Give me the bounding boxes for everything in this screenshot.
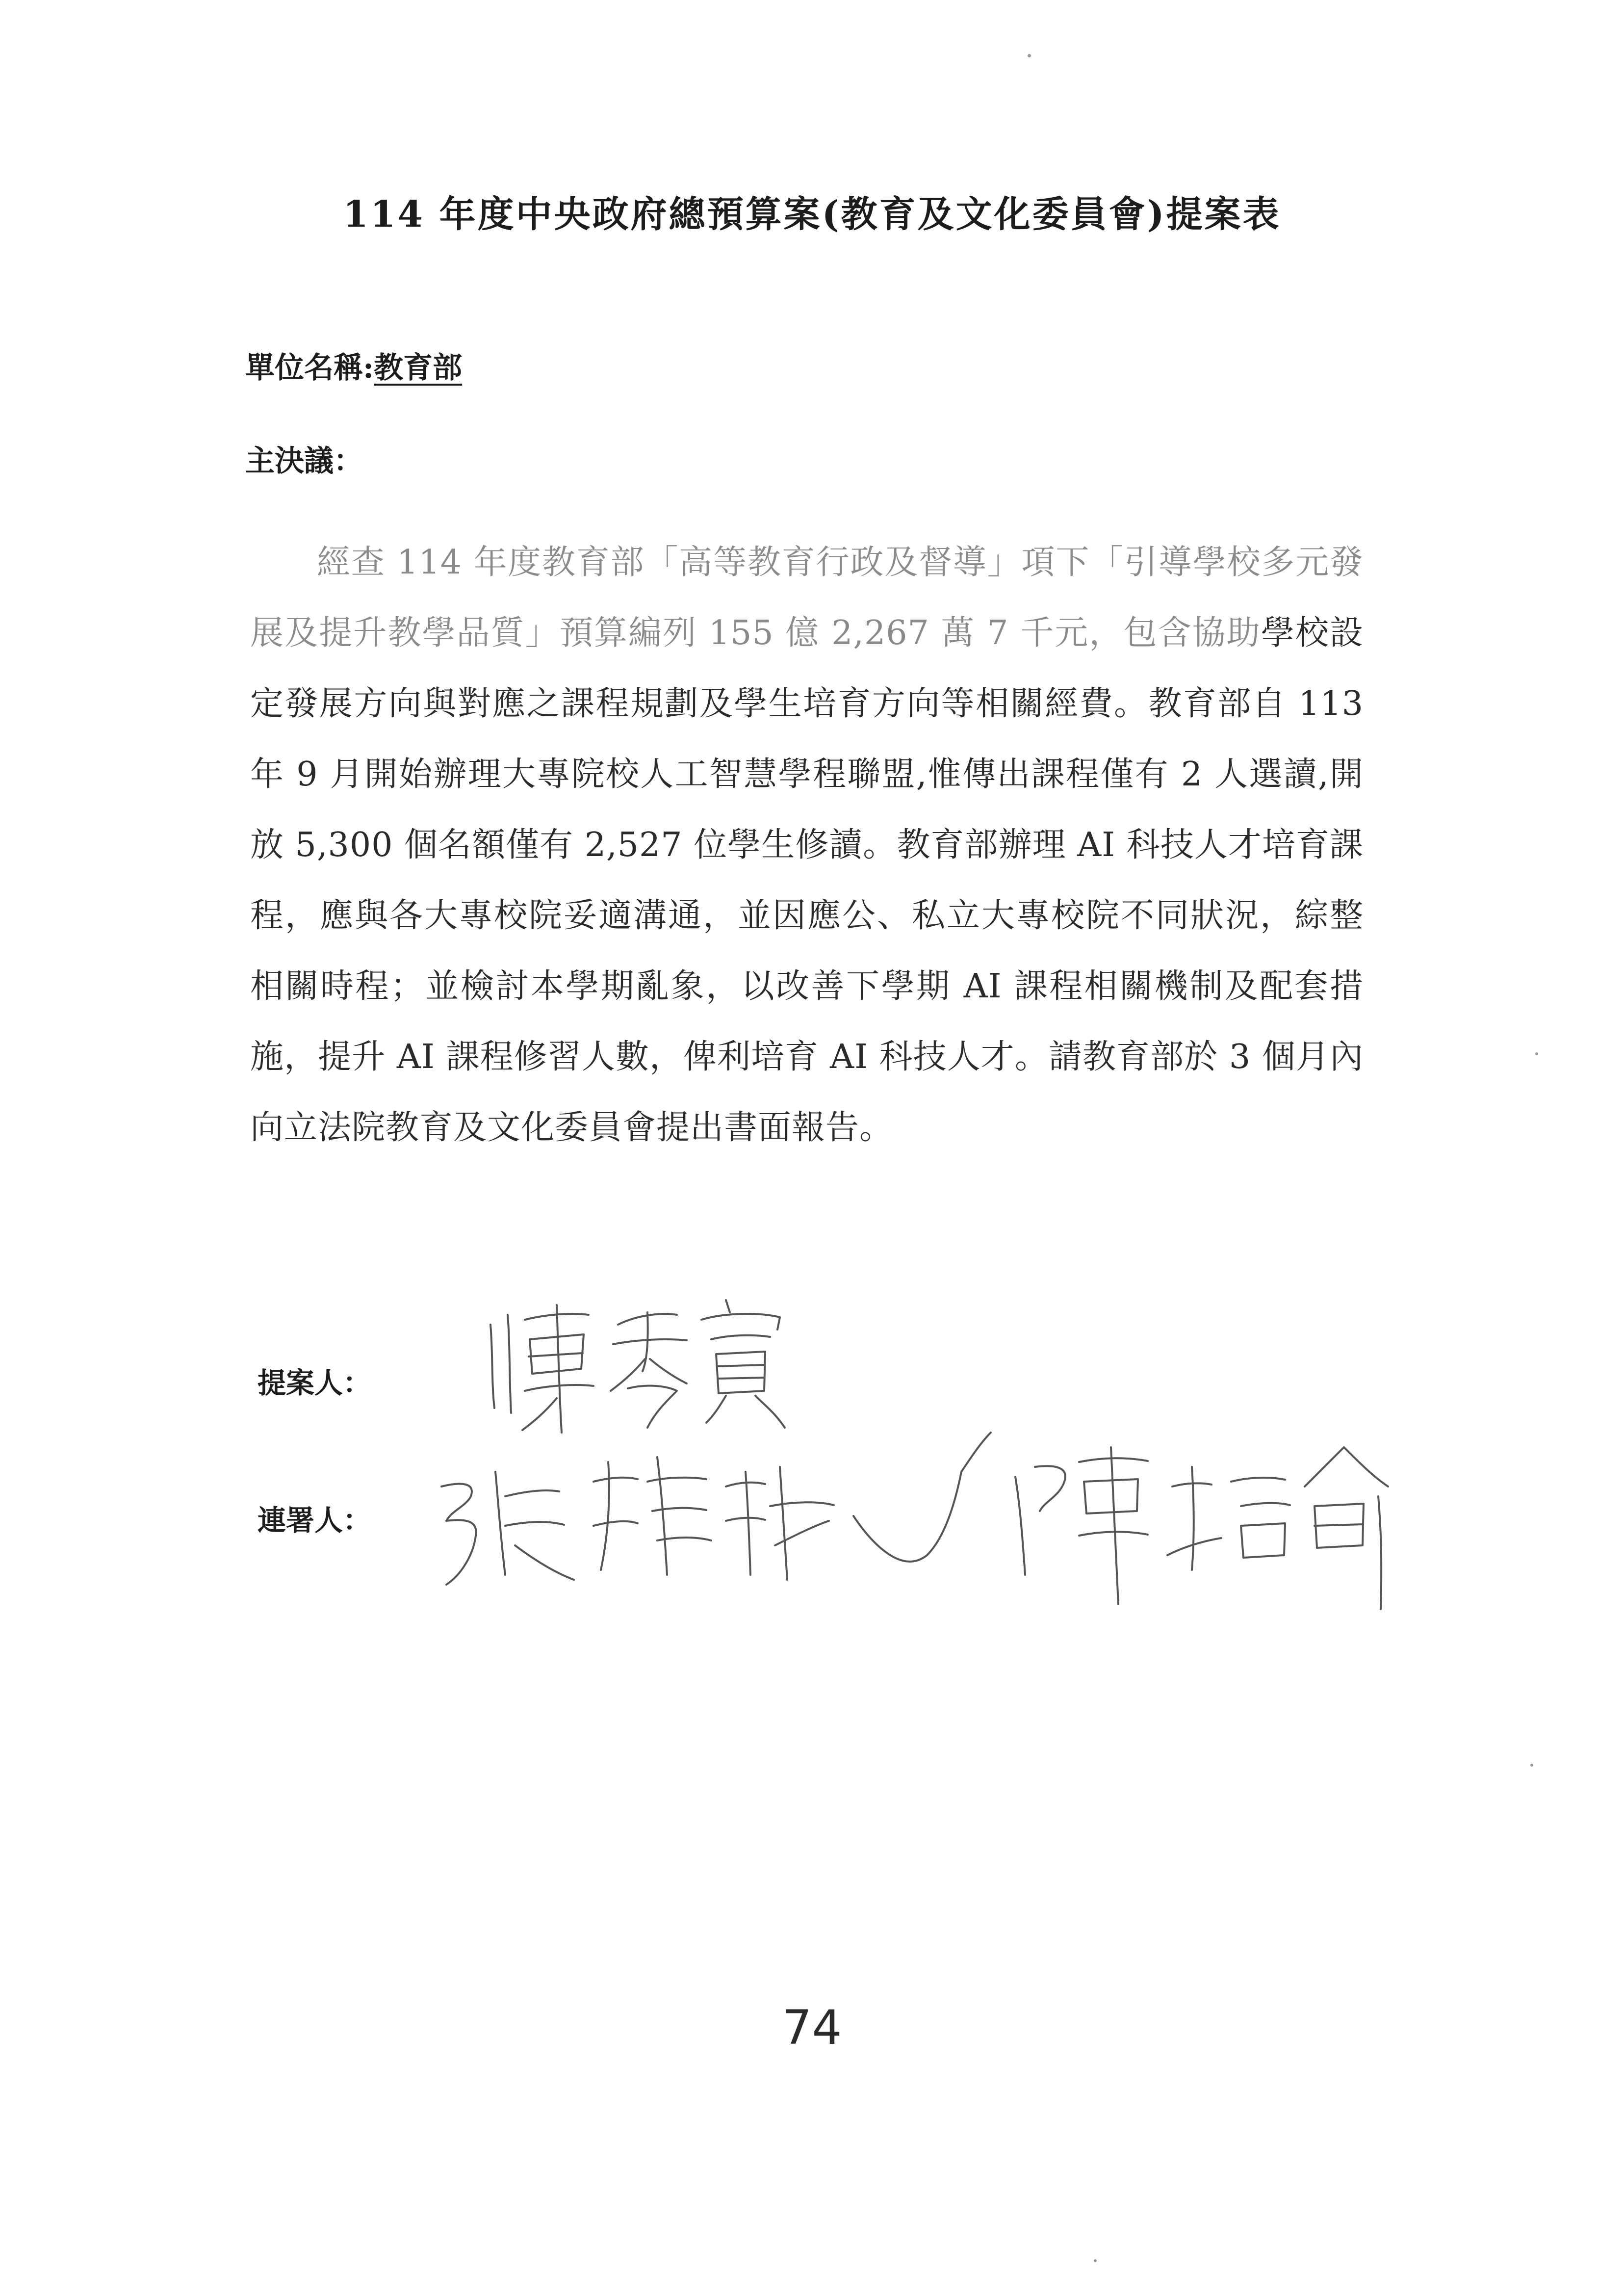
scan-speck	[1530, 1764, 1533, 1767]
unit-row	[245, 353, 462, 383]
resolution-body	[250, 527, 1364, 1185]
page-title: 114 年度中央政府總預算案(教育及文化委員會)提案表	[343, 193, 1281, 235]
unit-value: 教育部	[374, 351, 463, 385]
cosigner-signatures	[432, 1398, 1403, 1644]
scan-speck	[1535, 1052, 1538, 1055]
scan-speck	[1094, 2259, 1097, 2262]
resolution-heading: 主決議：	[245, 444, 363, 478]
page-number: 74	[782, 2000, 842, 2055]
unit-label: 單位名稱:	[245, 351, 374, 385]
resolution-main-text: 學校設定發展方向與對應之課程規劃及學生培育方向等相關經費。教育部自 113 年 9 月開始辦理大專院校人工智慧學程聯盟,惟傳出課程僅有 2 人選讀,開放 5,300 個名額僅有 2,527 位學生修讀。教育部辦理 AI 科技人才培育課程，應與各大專校院妥適溝通，並因應公、私立大專校院不同狀況，綜整相關時程；並檢討本學期亂象，以改善下學期 AI 課程相關機制及配套措施，提升 AI 課程修習人數，俾利培育 AI 科技人才。請教育部於 3 個月內向立法院教育及文化委員會提出書面報告。	[250, 614, 1364, 1147]
resolution-faded-text: 經查 114 年度教育部「高等教育行政及督導」項下「引導學校多元發展及提升教學品質」預算編列 155 億 2,267 萬 7 千元，包含協助	[250, 543, 1364, 652]
cosigner-label: 連署人：	[258, 1504, 372, 1537]
scan-speck	[1028, 54, 1031, 57]
proposer-label: 提案人：	[258, 1366, 372, 1400]
